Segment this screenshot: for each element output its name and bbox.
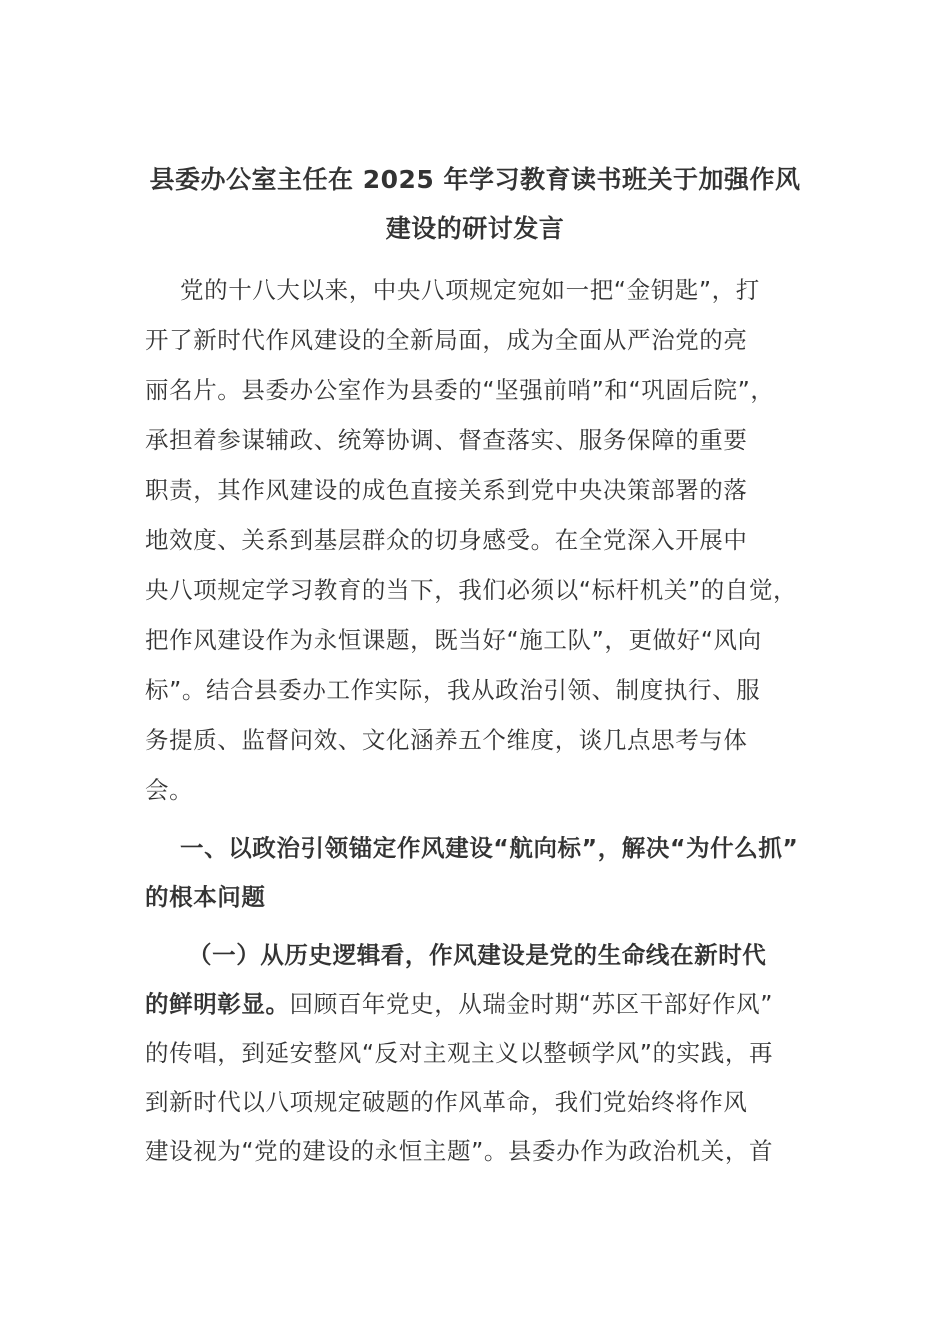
section-1-heading-line-1: 一、以政治引领锚定作风建设“航向标”，解决“为什么抓” [180, 834, 799, 862]
intro-line-9: 标”。结合县委办工作实际，我从政治引领、制度执行、服 [145, 676, 761, 704]
section-1-heading-line-2: 的根本问题 [145, 883, 266, 911]
intro-line-1: 党的十八大以来，中央八项规定宛如一把“金钥匙”，打 [180, 276, 760, 304]
intro-line-4: 承担着参谋辅政、统筹协调、督查落实、服务保障的重要 [145, 426, 748, 454]
subsection-1-line-3: 的传唱，到延安整风“反对主观主义以整顿学风”的实践，再 [145, 1039, 774, 1067]
document-title-line-1: 县委办公室主任在 2025 年学习教育读书班关于加强作风 [149, 165, 801, 194]
intro-line-6: 地效度、关系到基层群众的切身感受。在全党深入开展中 [145, 526, 748, 554]
intro-line-7: 央八项规定学习教育的当下，我们必须以“标杆机关”的自觉， [145, 576, 798, 604]
intro-line-5: 职责，其作风建设的成色直接关系到党中央决策部署的落 [145, 476, 748, 504]
subsection-1-heading-line-1: （一）从历史逻辑看，作风建设是党的生命线在新时代 [188, 941, 767, 969]
intro-line-11: 会。 [145, 776, 194, 804]
intro-line-10: 务提质、监督问效、文化涵养五个维度，谈几点思考与体 [145, 726, 748, 754]
subsection-1-heading-end: 的鲜明彰显。 [145, 990, 290, 1018]
intro-line-3: 丽名片。县委办公室作为县委的“坚强前哨”和“巩固后院”， [145, 376, 775, 404]
subsection-1-line-2-text: 回顾百年党史，从瑞金时期“苏区干部好作风” [289, 990, 774, 1018]
subsection-1-line-2 [145, 985, 773, 1019]
intro-line-2: 开了新时代作风建设的全新局面，成为全面从严治党的亮 [145, 326, 748, 354]
subsection-1-line-5: 建设视为“党的建设的永恒主题”。县委办作为政治机关，首 [145, 1137, 774, 1165]
document-title-line-2: 建设的研讨发言 [385, 214, 565, 243]
intro-line-8: 把作风建设作为永恒课题，既当好“施工队”，更做好“风向 [145, 626, 762, 654]
subsection-1-line-4: 到新时代以八项规定破题的作风革命，我们党始终将作风 [145, 1088, 748, 1116]
